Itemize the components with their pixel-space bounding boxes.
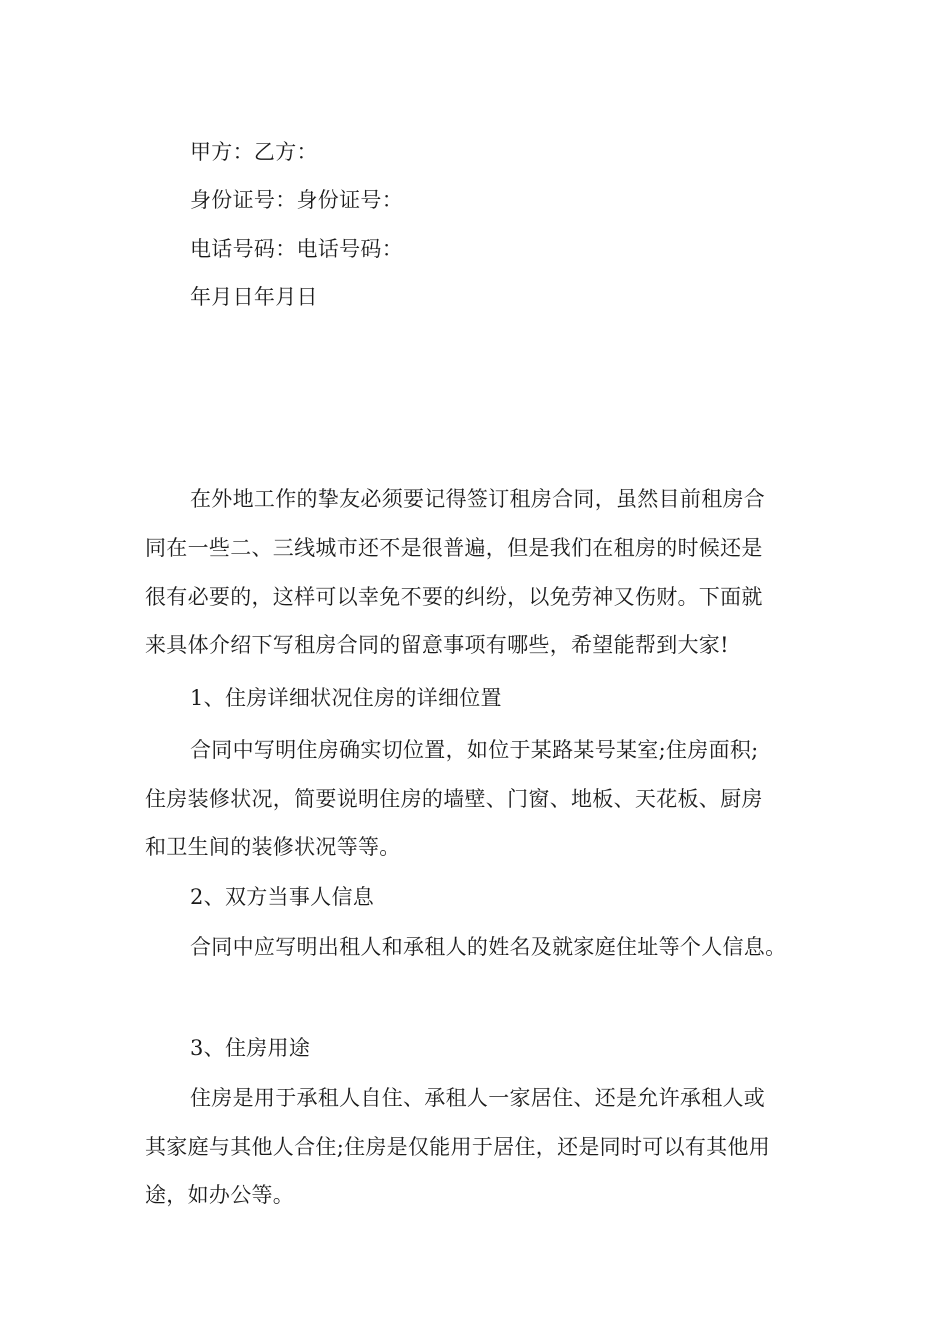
party-line: 甲方：乙方： <box>190 140 318 164</box>
phone-number-line: 电话号码：电话号码： <box>190 237 403 261</box>
section-1-paragraph-line: 和卫生间的装修状况等等。 <box>145 835 401 859</box>
section-1-paragraph-line: 合同中写明住房确实切位置，如位于某路某号某室;住房面积; <box>190 738 759 762</box>
section-heading-3: 3、住房用途 <box>190 1036 311 1060</box>
date-line: 年月日年月日 <box>190 285 318 309</box>
intro-paragraph-line: 同在一些二、三线城市还不是很普遍，但是我们在租房的时候还是 <box>145 536 763 560</box>
intro-paragraph-line: 在外地工作的挚友必须要记得签订租房合同，虽然目前租房合 <box>190 487 766 511</box>
section-1-paragraph-line: 住房装修状况，简要说明住房的墙壁、门窗、地板、天花板、厨房 <box>145 787 763 811</box>
id-number-line: 身份证号：身份证号： <box>190 188 403 212</box>
intro-paragraph-line: 来具体介绍下写租房合同的留意事项有哪些，希望能帮到大家! <box>145 633 729 657</box>
section-3-paragraph-line: 途，如办公等。 <box>145 1183 295 1207</box>
section-heading-2: 2、双方当事人信息 <box>190 885 375 909</box>
section-heading-1: 1、住房详细状况住房的详细位置 <box>190 686 502 710</box>
intro-paragraph-line: 很有必要的，这样可以幸免不要的纠纷，以免劳神又伤财。下面就 <box>145 585 763 609</box>
section-2-paragraph-line: 合同中应写明出租人和承租人的姓名及就家庭住址等个人信息。 <box>190 935 787 959</box>
section-3-paragraph-line: 其家庭与其他人合住;住房是仅能用于居住，还是同时可以有其他用 <box>145 1135 771 1159</box>
section-3-paragraph-line: 住房是用于承租人自住、承租人一家居住、还是允许承租人或 <box>190 1086 766 1110</box>
